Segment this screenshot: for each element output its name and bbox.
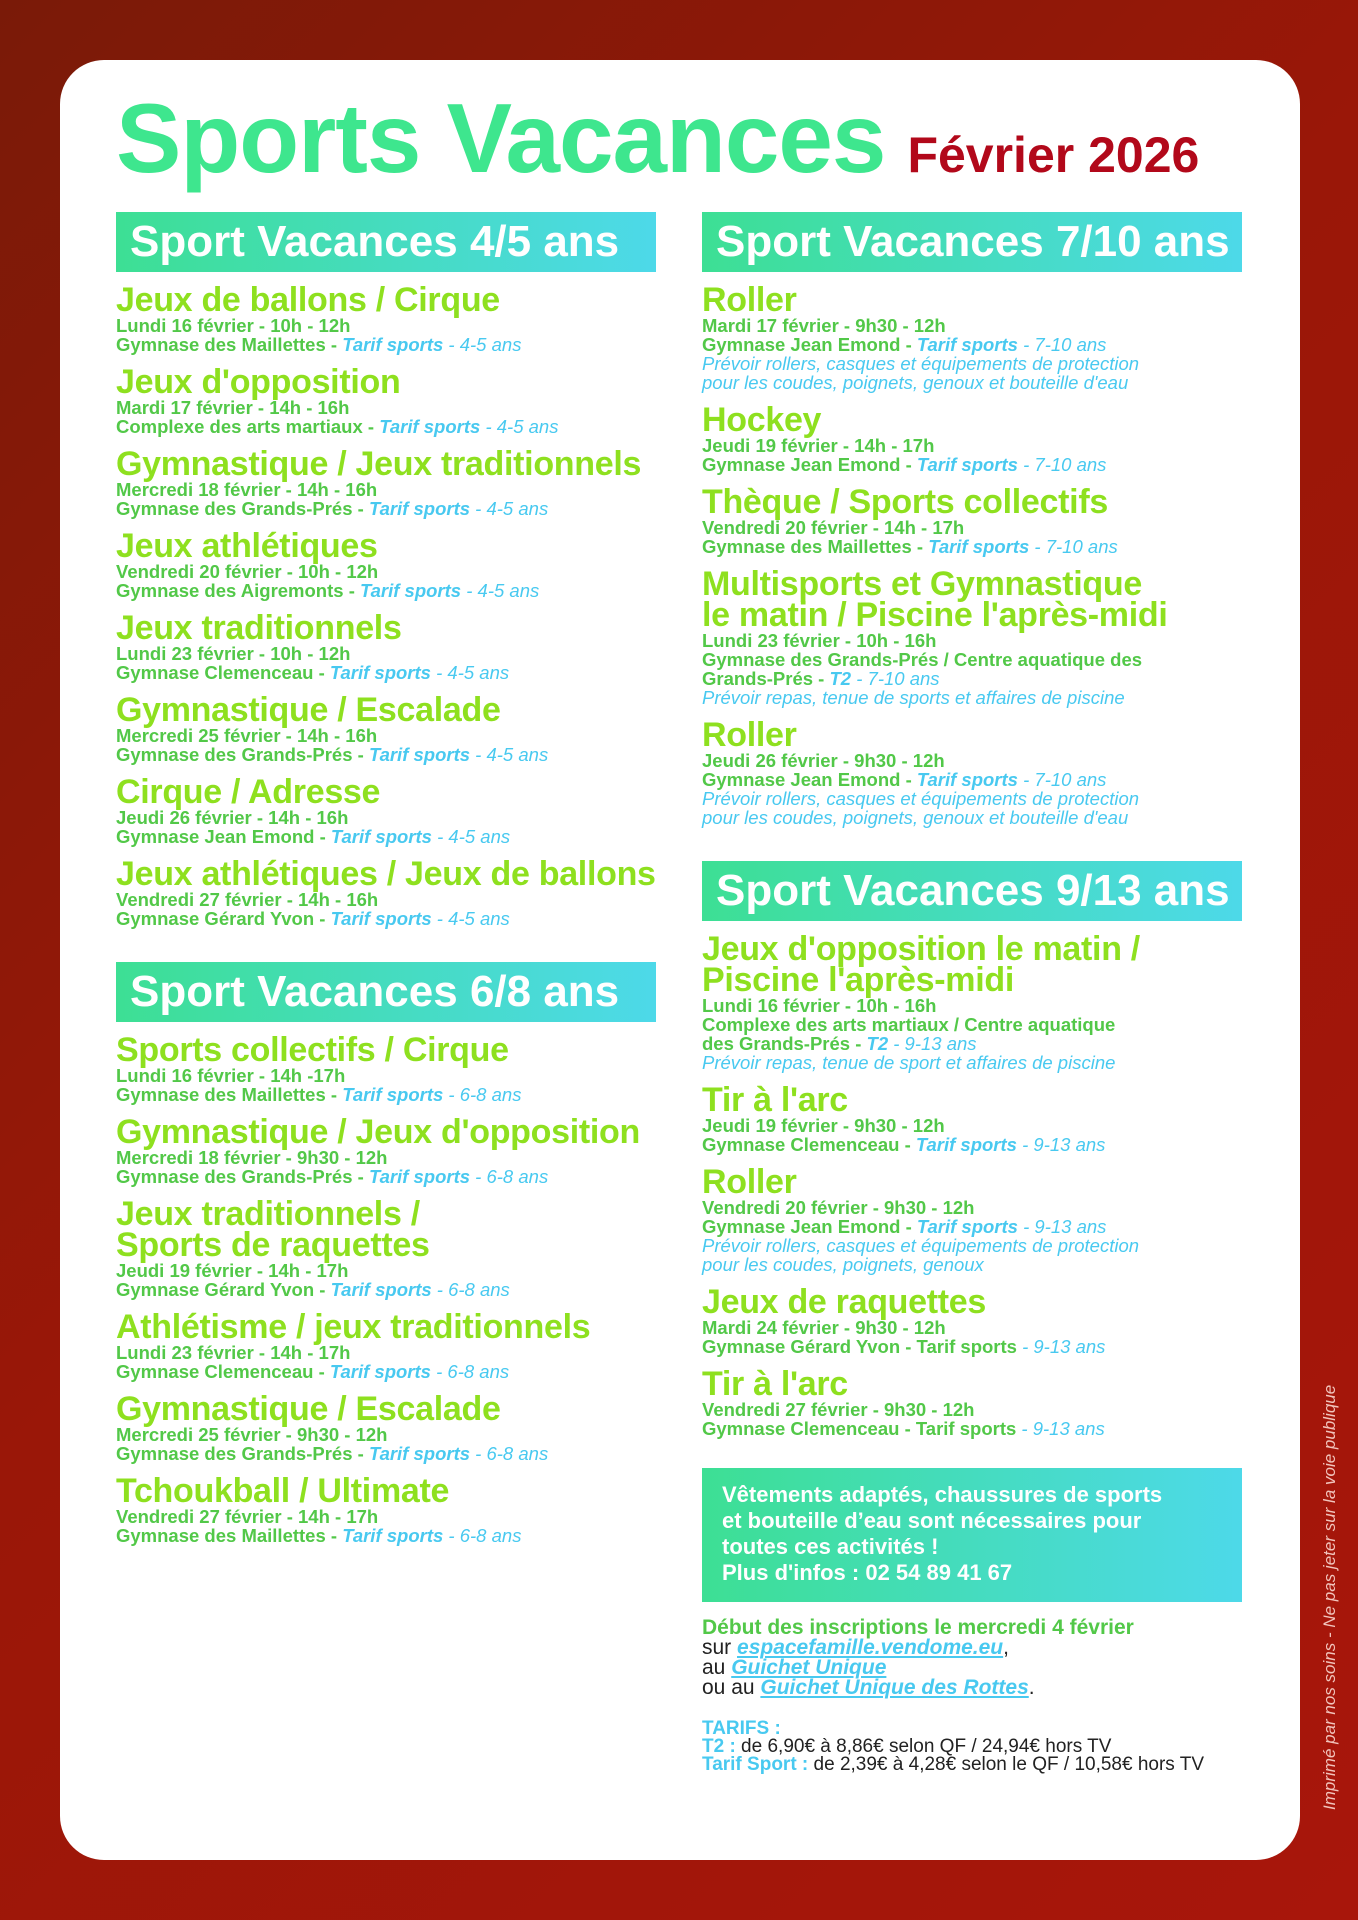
section-heading-4-5: Sport Vacances 4/5 ans [116,212,656,272]
print-notice: Imprimé par nos soins - Ne pas jeter sur la voie publique [1320,1384,1339,1810]
activity-item [702,716,1242,828]
activity-age: - 6-8 ans [470,1443,549,1464]
activity-venue: Gymnase Clemenceau - [116,662,330,683]
activity-title: Jeux athlétiques / Jeux de ballons [116,855,656,893]
activity-item [702,1081,1242,1155]
section-heading-9-13: Sport Vacances 9/13 ans [702,861,1242,921]
activity-age: - 4-5 ans [470,498,549,519]
activity-venue-line [116,1526,656,1545]
activity-venue: Gymnase des Maillettes - [702,536,929,557]
activity-venue-line [702,770,1242,789]
activity-venue-line [702,335,1242,354]
activity-item [116,1390,656,1464]
activity-date: Jeudi 26 février - 14h - 16h [116,807,349,828]
activity-item [702,1283,1242,1357]
activity-age: - 4-5 ans [480,416,559,437]
activity-item [116,1472,656,1546]
activity-venue-line [702,537,1242,556]
activity-tarif: Tarif sports [330,1279,432,1300]
activity-title: Tir à l'arc [702,1081,848,1119]
activity-venue: Gymnase Jean Emond - [702,334,917,355]
activity-age: - 4-5 ans [461,580,540,601]
activity-tarif: Tarif sports [916,454,1018,475]
activity-item [116,363,656,437]
activity-age: - 4-5 ans [470,744,549,765]
activity-tarif: Tarif sports [368,744,471,765]
activity-tarif: Tarif sports [916,1216,1018,1237]
activity-venue-line [702,669,1242,688]
activity-date: Lundi 23 février - 10h - 12h [116,643,351,664]
activity-age: - 9-13 ans [1016,1336,1106,1357]
tarifs-block [702,1720,1242,1774]
info-line: toutes ces activités ! [722,1534,939,1559]
activity-venue-line [702,1034,1242,1053]
section-6-8-list [116,1031,656,1546]
registration-text: sur [702,1636,738,1659]
activity-date: Lundi 16 février - 14h -17h [116,1065,346,1086]
activity-date: Vendredi 27 février - 14h - 16h [116,889,379,910]
t2-label: T2 : [702,1736,736,1757]
activity-age: - 6-8 ans [470,1166,549,1187]
activity-date: Jeudi 19 février - 14h - 17h [702,435,935,456]
activity-age: - 9-13 ans [1016,1418,1105,1439]
activity-date: Vendredi 27 février - 14h - 17h [116,1506,379,1527]
section-9-13-list [702,930,1242,1439]
activity-venue: Gymnase Gérard Yvon - [116,1279,331,1300]
activity-tarif: Tarif sports [916,334,1018,355]
activity-date: Lundi 23 février - 14h - 17h [116,1342,351,1363]
activity-title: Sports de raquettes [116,1226,430,1264]
activity-title: Tchoukball / Ultimate [116,1472,450,1510]
activity-item [116,1113,656,1187]
activity-venue-line [702,1217,1242,1236]
activity-item [702,281,1242,393]
activity-item [116,609,656,683]
section-4-5-list [116,281,656,929]
activity-age: - 6-8 ans [443,1084,522,1105]
t2-text: de 6,90€ à 8,86€ selon QF / 24,94€ hors TV [735,1736,1112,1757]
activity-venue-line [116,1444,656,1463]
activity-venue-line [116,1085,656,1104]
activity-date: Mercredi 25 février - 14h - 16h [116,725,378,746]
activity-note: pour les coudes, poignets, genoux et bouteille d'eau [702,372,1129,393]
activity-age: - 4-5 ans [431,826,511,847]
activity-item [702,483,1242,557]
activity-date: Mercredi 25 février - 9h30 - 12h [116,1424,388,1445]
activity-age: - 9-13 ans [1016,1134,1106,1155]
activity-title: Gymnastique / Jeux traditionnels [116,445,642,483]
activity-age: - 4-5 ans [430,662,510,683]
activity-tarif: Tarif sports [329,1361,431,1382]
activity-age: - 6-8 ans [430,1361,510,1382]
activity-age: - 6-8 ans [443,1525,522,1546]
activity-venue-line [702,1337,1242,1356]
header [116,82,1199,195]
activity-age: - 7-10 ans [1029,536,1118,557]
registration-text: ou au [702,1676,761,1699]
activity-venue: Gymnase Gérard Yvon - [116,908,331,929]
tarif-sport-text: de 2,39€ à 4,28€ selon le QF / 10,58€ hors TV [808,1754,1205,1775]
activity-age: - 7-10 ans [1017,769,1107,790]
registration-text: . [1028,1676,1035,1699]
activity-venue: Gymnase Jean Emond - [702,454,917,475]
poster-card [60,60,1300,1860]
activity-venue-line [116,827,656,846]
activity-title: Roller [702,1163,797,1201]
activity-tarif: Tarif sports [368,1166,471,1187]
guichet-unique-link[interactable]: Guichet Unique [731,1656,887,1679]
activity-venue: Complexe des arts martiaux - [116,416,380,437]
activity-venue: Gymnase des Maillettes - [116,334,343,355]
info-box [702,1468,1242,1602]
activity-venue: Gymnase des Aigremonts - [116,580,360,601]
activity-venue-line [702,1419,1242,1438]
activity-title: Piscine l'après-midi [702,961,1014,999]
activity-tarif: Tarif sports [329,662,431,683]
activity-item [116,1195,656,1300]
activity-title: Jeux athlétiques [116,527,378,565]
activity-venue: Complexe des arts martiaux / Centre aquatique [702,1014,1116,1035]
activity-title: Thèque / Sports collectifs [702,483,1108,521]
activity-title: Jeux d'opposition le matin / [702,930,1140,968]
info-line: et bouteille d’eau sont nécessaires pour [722,1508,1142,1533]
tarifs-heading: TARIFS : [702,1718,781,1739]
activity-age: - 7-10 ans [851,668,940,689]
right-column [702,212,1242,1774]
activity-age: - 6-8 ans [431,1279,510,1300]
activity-venue: Gymnase Clemenceau - Tarif sports [702,1418,1017,1439]
activity-note: pour les coudes, poignets, genoux [702,1254,984,1275]
activity-age: - 9-13 ans [1017,1216,1107,1237]
activity-venue: Gymnase des Maillettes - [116,1525,343,1546]
activity-tarif: Tarif sports [928,536,1030,557]
activity-title: Cirque / Adresse [116,773,381,811]
activity-date: Mardi 24 février - 9h30 - 12h [702,1317,946,1338]
activity-date: Vendredi 27 février - 9h30 - 12h [702,1399,975,1420]
activity-item [116,773,656,847]
activity-tarif: Tarif sports [379,416,481,437]
activity-title: Hockey [702,401,822,439]
activity-venue: Gymnase Jean Emond - [702,769,917,790]
activity-item [702,565,1242,708]
activity-venue: Gymnase Jean Emond - [116,826,331,847]
activity-title: Roller [702,281,797,319]
activity-date: Mardi 17 février - 9h30 - 12h [702,315,946,336]
activity-tarif: Tarif sports [368,1443,471,1464]
activity-venue-line [116,581,656,600]
activity-venue-line [116,335,656,354]
activity-title: le matin / Piscine l'après-midi [702,596,1168,634]
activity-title: Jeux d'opposition [116,363,401,401]
registration-text: au [702,1656,732,1679]
activity-title: Roller [702,716,797,754]
activity-tarif: Tarif sports [360,580,462,601]
activity-item [116,281,656,355]
activity-venue-line [116,1362,656,1381]
tarif-sport-label: Tarif Sport : [702,1754,809,1775]
activity-age: - 7-10 ans [1017,334,1107,355]
activity-item [116,691,656,765]
activity-age: - 7-10 ans [1017,454,1107,475]
activity-tarif: Tarif sports [916,769,1018,790]
activity-date: Mardi 17 février - 14h - 16h [116,397,350,418]
activity-date: Lundi 16 février - 10h - 16h [702,995,937,1016]
activity-venue-line [116,417,656,436]
info-line: Vêtements adaptés, chaussures de sports [722,1482,1163,1507]
page-title: Sports Vacances [116,83,886,193]
activity-note: Prévoir repas, tenue de sports et affaires de piscine [702,687,1125,708]
section-heading-7-10: Sport Vacances 7/10 ans [702,212,1242,272]
activity-venue-line [116,1167,656,1186]
page-subtitle: Février 2026 [907,127,1200,183]
activity-age: - 4-5 ans [443,334,522,355]
activity-date: Vendredi 20 février - 14h - 17h [702,517,965,538]
activity-venue-line [116,909,656,928]
activity-venue-line [702,455,1242,474]
activity-date: Lundi 16 février - 10h - 12h [116,315,351,336]
activity-tarif: Tarif sports [915,1134,1017,1155]
activity-item [116,855,656,929]
activity-tarif: Tarif sports [330,908,432,929]
espace-famille-link[interactable]: espacefamille.vendome.eu [737,1636,1004,1659]
activity-date: Mercredi 18 février - 9h30 - 12h [116,1147,388,1168]
section-heading-6-8: Sport Vacances 6/8 ans [116,962,656,1022]
activity-date: Lundi 23 février - 10h - 16h [702,630,937,651]
activity-item [702,1163,1242,1275]
activity-tarif: T2 [829,668,852,689]
activity-note: Prévoir rollers, casques et équipements de protection [702,1235,1140,1256]
activity-venue-line [116,745,656,764]
activity-venue: Gymnase Clemenceau - [116,1361,330,1382]
activity-tarif: Tarif sports [330,826,432,847]
activity-title: Sports collectifs / Cirque [116,1031,509,1069]
activity-venue-line [116,499,656,518]
activity-title: Jeux de raquettes [702,1283,987,1321]
registration-start: Début des inscriptions le mercredi 4 février [702,1616,1134,1639]
registration-block [702,1618,1242,1698]
activity-venue-line [702,1135,1242,1154]
activity-note: Prévoir rollers, casques et équipements de protection [702,788,1140,809]
activity-venue: Gymnase des Grands-Prés - [116,1443,369,1464]
activity-tarif: Tarif sports [342,1525,444,1546]
activity-tarif: T2 [866,1033,889,1054]
activity-venue: des Grands-Prés - [702,1033,867,1054]
activity-tarif: Tarif sports [342,334,444,355]
activity-title: Jeux traditionnels / [116,1195,420,1233]
activity-venue: Grands-Prés - [702,668,830,689]
activity-title: Multisports et Gymnastique [702,565,1142,603]
activity-item [116,1031,656,1105]
guichet-rottes-link[interactable]: Guichet Unique des Rottes [760,1676,1029,1699]
left-column [116,212,656,1545]
activity-venue: Gymnase Gérard Yvon - Tarif sports [702,1336,1017,1357]
activity-note: Prévoir repas, tenue de sport et affaires de piscine [702,1052,1116,1073]
activity-date: Mercredi 18 février - 14h - 16h [116,479,378,500]
activity-item [116,1308,656,1382]
activity-title: Gymnastique / Escalade [116,1390,501,1428]
activity-age: - 4-5 ans [431,908,510,929]
activity-age: - 9-13 ans [888,1033,977,1054]
section-7-10-list [702,281,1242,828]
activity-date: Jeudi 19 février - 14h - 17h [116,1260,349,1281]
activity-venue: Gymnase Jean Emond - [702,1216,917,1237]
activity-item [116,445,656,519]
activity-date: Jeudi 19 février - 9h30 - 12h [702,1115,945,1136]
activity-venue-line [116,663,656,682]
activity-item [702,401,1242,475]
activity-date: Jeudi 26 février - 9h30 - 12h [702,750,945,771]
registration-text: , [1003,1636,1009,1659]
activity-item [702,930,1242,1073]
activity-tarif: Tarif sports [368,498,471,519]
activity-title: Gymnastique / Escalade [116,691,501,729]
activity-item [702,1365,1242,1439]
activity-venue: Gymnase Clemenceau - [702,1134,916,1155]
activity-title: Jeux de ballons / Cirque [116,281,500,319]
activity-title: Gymnastique / Jeux d'opposition [116,1113,640,1151]
activity-date: Vendredi 20 février - 10h - 12h [116,561,379,582]
activity-title: Tir à l'arc [702,1365,848,1403]
activity-item [116,527,656,601]
activity-note: pour les coudes, poignets, genoux et bouteille d'eau [702,807,1129,828]
activity-venue-line [116,1280,656,1299]
activity-venue: Gymnase des Grands-Prés / Centre aquatique des [702,649,1143,670]
activity-venue: Gymnase des Grands-Prés - [116,744,369,765]
activity-tarif: Tarif sports [342,1084,444,1105]
activity-venue: Gymnase des Grands-Prés - [116,1166,369,1187]
activity-venue: Gymnase des Grands-Prés - [116,498,369,519]
info-phone: Plus d'infos : 02 54 89 41 67 [722,1560,1013,1585]
activity-title: Jeux traditionnels [116,609,402,647]
activity-venue: Gymnase des Maillettes - [116,1084,343,1105]
activity-date: Vendredi 20 février - 9h30 - 12h [702,1197,975,1218]
activity-note: Prévoir rollers, casques et équipements de protection [702,353,1140,374]
activity-title: Athlétisme / jeux traditionnels [116,1308,591,1346]
